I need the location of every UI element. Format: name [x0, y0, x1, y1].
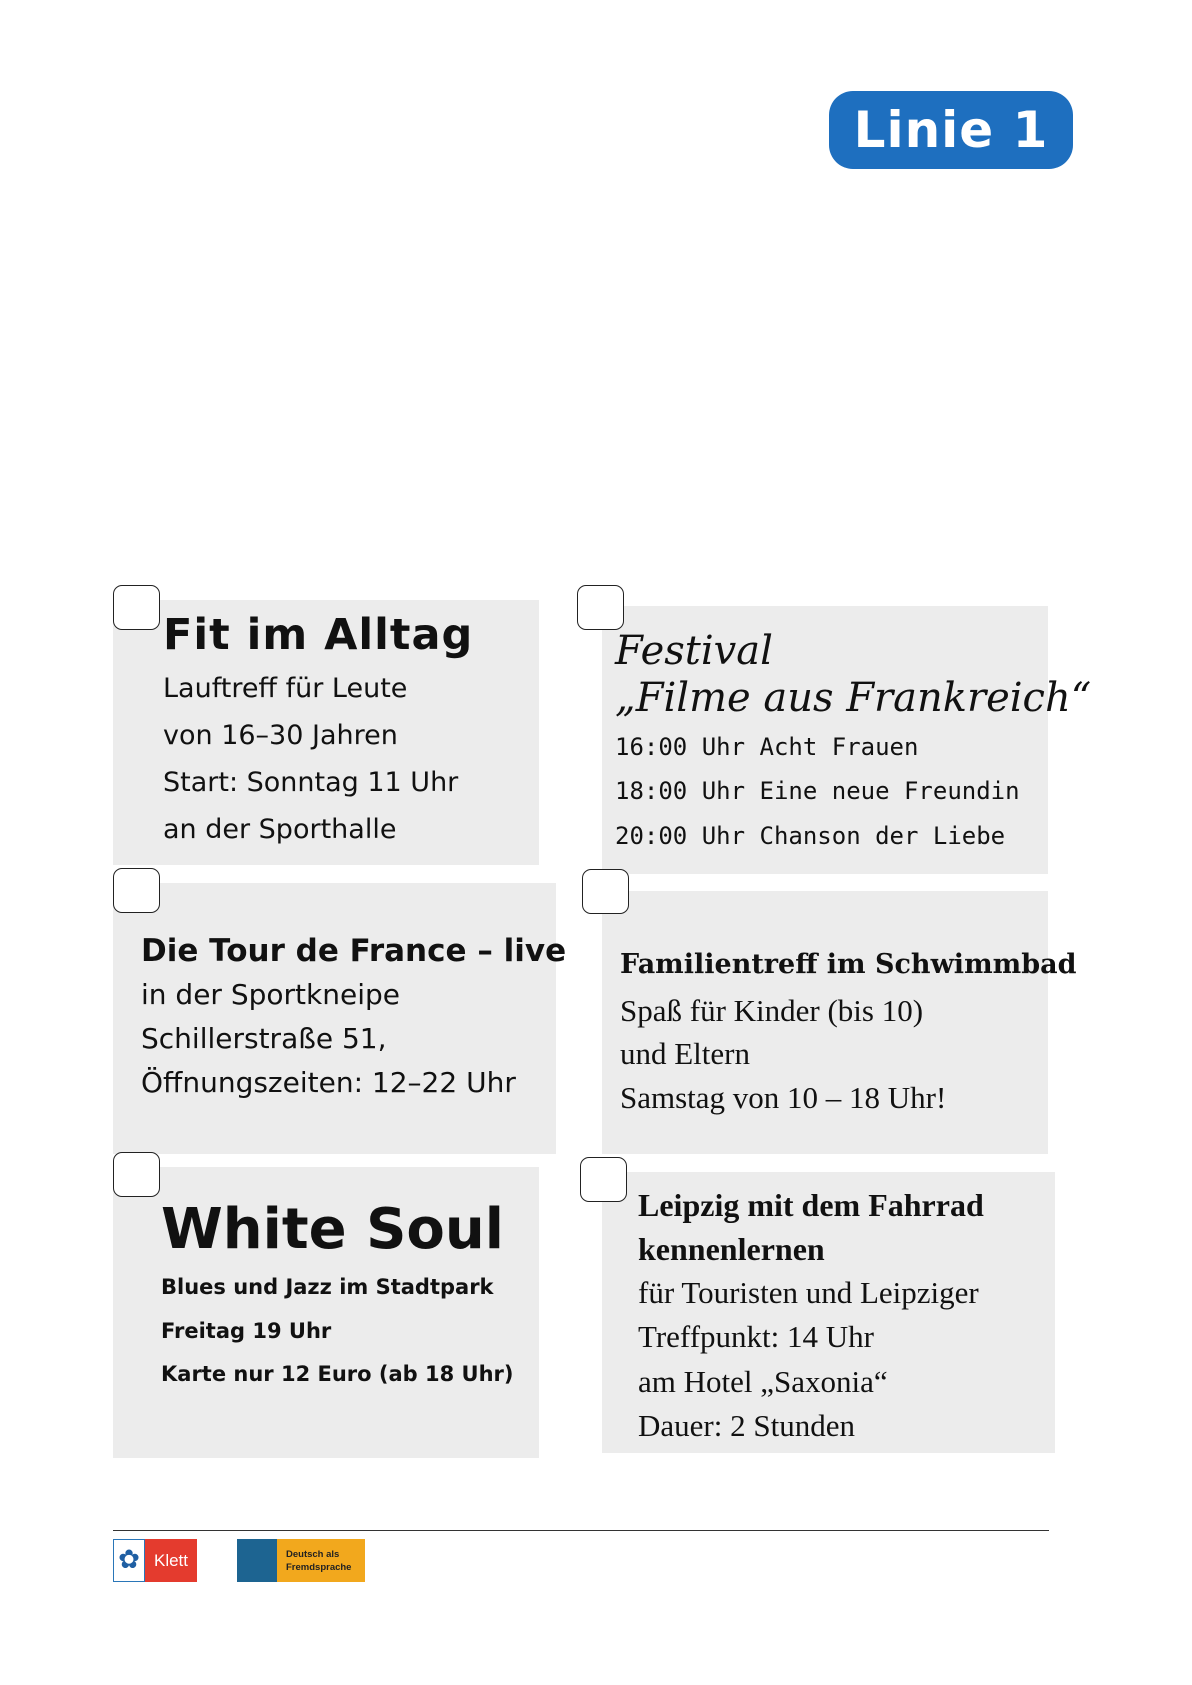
- ad-line: Dauer: 2 Stunden: [638, 1408, 855, 1443]
- ad-card-tour-de-france: [113, 883, 567, 1154]
- ad-card-festival: [602, 606, 1092, 874]
- answer-checkbox-3[interactable]: [113, 868, 160, 913]
- ad-line: Karte nur 12 Euro (ab 18 Uhr): [161, 1362, 514, 1386]
- ad-title-line: Leipzig mit dem Fahrrad: [638, 1187, 984, 1223]
- ad-line: an der Sporthalle: [163, 814, 397, 845]
- answer-checkbox-2[interactable]: [577, 585, 624, 630]
- ad-title: White Soul: [161, 1197, 504, 1262]
- ad-card-fit-im-alltag: [113, 600, 539, 865]
- ad-line: Blues und Jazz im Stadtpark: [161, 1275, 494, 1299]
- ad-line: am Hotel „Saxonia“: [638, 1364, 888, 1399]
- daf-label: [277, 1539, 365, 1582]
- ad-line: 20:00 Uhr Chanson der Liebe: [615, 822, 1006, 850]
- ad-card-leipzig-fahrrad: [602, 1172, 1055, 1453]
- ad-card-familientreff: [602, 891, 1077, 1154]
- ad-title-line: „Filme aus Frankreich“: [615, 675, 1092, 721]
- ad-title: Die Tour de France – live: [141, 933, 567, 969]
- ad-title-line: Festival: [615, 628, 773, 674]
- ad-line: Samstag von 10 – 18 Uhr!: [620, 1080, 947, 1115]
- ad-line: Spaß für Kinder (bis 10): [620, 993, 924, 1028]
- klett-logo: [113, 1539, 197, 1582]
- ad-line: Lauftreff für Leute: [163, 673, 408, 704]
- ad-card-white-soul: [113, 1167, 539, 1458]
- ad-line: Treffpunkt: 14 Uhr: [638, 1319, 874, 1354]
- ad-line: Schillerstraße 51,: [141, 1022, 387, 1055]
- ad-line: Freitag 19 Uhr: [161, 1319, 332, 1343]
- ad-line: Öffnungszeiten: 12–22 Uhr: [141, 1066, 516, 1099]
- daf-label-line: Deutsch als: [286, 1549, 340, 1560]
- klett-wordmark: Klett: [145, 1539, 197, 1582]
- answer-checkbox-4[interactable]: [582, 869, 629, 914]
- answer-checkbox-5[interactable]: [113, 1152, 160, 1197]
- daf-logo: [237, 1539, 365, 1582]
- linie-1-logo: Linie 1: [829, 91, 1073, 169]
- answer-checkbox-1[interactable]: [113, 585, 160, 630]
- ad-title: Familientreff im Schwimmbad: [620, 949, 1077, 980]
- ad-line: 18:00 Uhr Eine neue Freundin: [615, 777, 1020, 805]
- ad-line: in der Sportkneipe: [141, 978, 400, 1011]
- ad-line: von 16–30 Jahren: [163, 720, 398, 751]
- daf-label-line: Fremdsprache: [286, 1562, 352, 1573]
- ad-title: Fit im Alltag: [163, 610, 474, 660]
- klett-flower-icon: ✿: [113, 1539, 145, 1582]
- ad-line: und Eltern: [620, 1036, 750, 1071]
- ad-line: für Touristen und Leipziger: [638, 1275, 979, 1310]
- ad-line: Start: Sonntag 11 Uhr: [163, 767, 459, 798]
- ad-title-line: kennenlernen: [638, 1231, 825, 1267]
- daf-blue-block: [237, 1539, 277, 1582]
- ad-line: 16:00 Uhr Acht Frauen: [615, 733, 919, 761]
- answer-checkbox-6[interactable]: [580, 1157, 627, 1202]
- footer-divider: [113, 1530, 1049, 1531]
